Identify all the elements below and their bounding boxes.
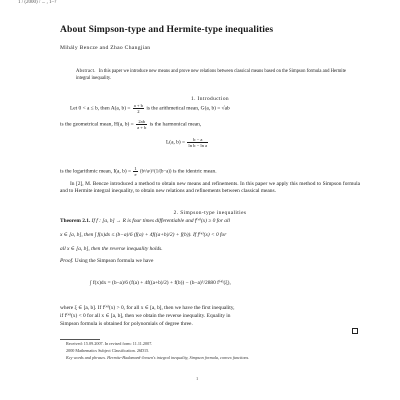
fraction: $\frac{2ab}{a + b}$ xyxy=(137,119,147,130)
intro-text: is the geometrical mean, H(a, b) = xyxy=(60,121,134,128)
intro-paragraph: In [2], M. Bencze introduced a method to obtain new means and refinements. In this paper we apply this method to Simpson formula and to Hermite integral inequality, to obtain new relations and refinements between classical means. xyxy=(60,181,360,195)
intro-text: Let 0 < a ≤ b, then A(a, b) = xyxy=(70,105,131,112)
footnote-msc: 2000 Mathematics Subject Classification. 26D15. xyxy=(66,348,150,353)
intro-text: is the harmonical mean, xyxy=(149,121,202,128)
intro-line-2 xyxy=(60,119,360,130)
paper-title: About Simpson-type and Hermite-type inequalities xyxy=(60,24,274,35)
abstract xyxy=(76,68,346,82)
fraction: $\frac{a + b}{2}$ xyxy=(133,103,143,114)
theorem-text: If f : [a, b] → R is four times differentiable and f⁽⁴⁾(x) ≥ 0 for all xyxy=(91,218,230,224)
theorem-line-3: all x ∈ [a, b], then the reverse inequality holds. xyxy=(60,246,163,252)
proof-line-1 xyxy=(60,258,360,264)
theorem-line-2: x ∈ [a, b], then ∫ f(x)dx ≤ (b−a)/6 (f(a) + 4f((a+b)/2) + f(b)). If f⁽⁴⁾(x) < 0 for xyxy=(60,232,227,238)
proof-line-4 xyxy=(60,321,360,327)
abstract-text: In this paper we introduce new means and prove new relations between classical means based on the Simpson formula and Hermite integral inequality. xyxy=(76,69,346,81)
theorem-label: Theorem 2.1. xyxy=(60,218,91,224)
intro-text: is the identric mean. xyxy=(172,168,217,175)
authors: Mihály Bencze and Zhao Changjian xyxy=(60,45,151,51)
footnote-keywords: Key words and phrases. Hermite-Hadamard-Jensen's integral inequality, Simpson formula, convex functions. xyxy=(66,355,250,360)
intro-line-3 xyxy=(60,166,360,177)
footnote-rule xyxy=(60,339,100,340)
identric-expr: (bᵇ/aᵃ)^(1/(b−a)) xyxy=(140,169,172,175)
page-number: 1 xyxy=(196,376,199,381)
theorem-line-1 xyxy=(60,218,360,224)
proof-label: Proof. xyxy=(60,258,74,264)
proof-text: Using the Simpson formula we have xyxy=(74,258,154,264)
qed-symbol xyxy=(352,322,358,340)
fraction: $\frac{1}{e}$ xyxy=(134,166,137,177)
fraction: $\frac{b - a}{\text{ln b − ln a}}$ xyxy=(188,137,208,148)
proof-line-2: where ξ ∈ [a, b]. If f⁽⁴⁾(x) > 0, for all x ∈ [a, b], then we have the first inequality, xyxy=(60,305,235,311)
log-mean-formula xyxy=(166,137,209,148)
intro-text: is the logarithmic mean, I(a, b) = xyxy=(60,168,131,175)
section-1-heading: 1. Introduction xyxy=(190,96,230,102)
section-2-heading: 2. Simpson-type inequalities xyxy=(173,210,247,216)
proof-text: Simpson formula is obtained for polynomials of degree three. xyxy=(60,321,193,327)
formula-text: L(a, b) = xyxy=(166,139,186,146)
intro-line-1 xyxy=(60,103,360,114)
footnote-received: Received: 15.09.2007. In revised form: 11.11.2007. xyxy=(66,341,153,346)
simpson-formula: ∫ f(x)dx = (b−a)/6 (f(a) + 4f((a+b)/2) + f(b)) − (b−a)⁵/2880 f⁽⁴⁾(ξ), xyxy=(90,280,231,286)
proof-line-3: if f⁽⁴⁾(x) < 0 for all x ∈ [a, b], then we obtain the reverse inequality. Equality in xyxy=(60,313,231,319)
intro-text: is the arithmetical mean, G(a, b) = √ab xyxy=(146,105,230,112)
running-head: 1 / (2000) / ... , 1–? xyxy=(18,0,57,5)
abstract-label: Abstract. xyxy=(76,69,96,74)
